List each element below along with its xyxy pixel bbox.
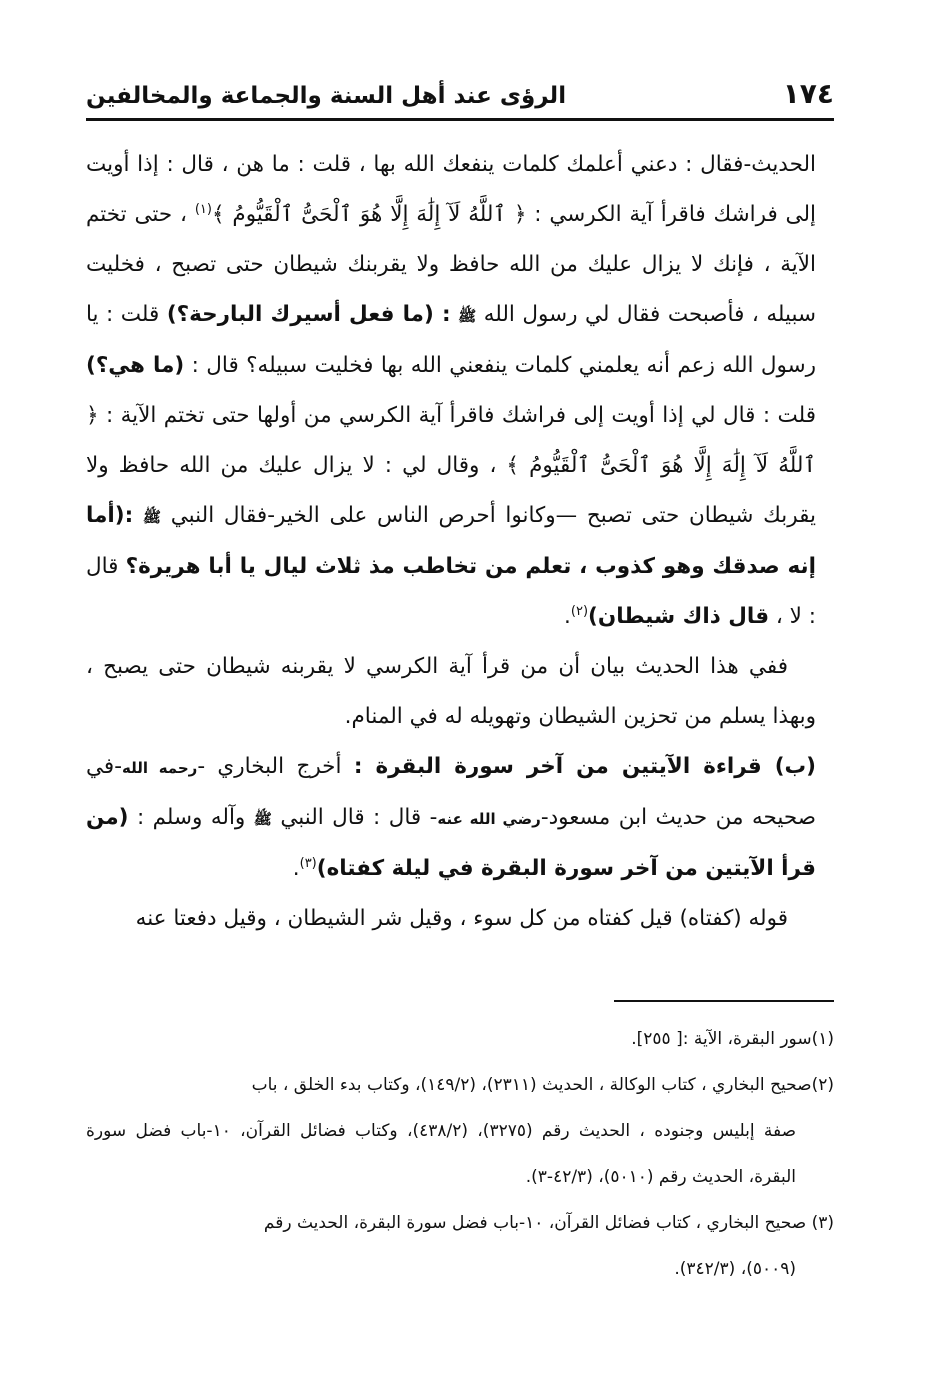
main-text	[86, 140, 816, 944]
page-number: ١٧٤	[782, 77, 834, 110]
text-segment: .	[292, 856, 300, 881]
paragraph-explanation: ففي هذا الحديث بيان أن من قرأ آية الكرسي لا يقربنه شيطان حتى يصبح ، وبهذا يسلم من تحزين الشيطان وتهويله له في المنام.	[86, 654, 816, 729]
salutation-glyph: ﷺ	[253, 810, 272, 828]
footnote-divider	[614, 1000, 834, 1002]
page-header	[86, 72, 834, 116]
bold-quote: : (ما فعل أسيرك البارحة؟)	[166, 302, 451, 327]
footnote-2-continuation: صفة إبليس وجنوده ، الحديث رقم (٣٢٧٥)، (٤٣٨/٢)، وكتاب فضائل القرآن، ١٠-باب فضل سورة البقرة، الحديث رقم (٥٠١٠)، (٤٢/٣-٣).	[86, 1121, 797, 1187]
header-divider	[86, 118, 834, 121]
bold-quote: :(أما إنه صدقك وهو كذوب ، تعلم من تخاطب مذ ثلاث ليال يا أبا هريرة؟	[86, 503, 816, 579]
running-title: الرؤى عند أهل السنة والجماعة والمخالفين	[86, 83, 567, 109]
footnote-3-continuation: (٥٠٠٩)، (٣٤٢/٣).	[674, 1259, 796, 1279]
footnote-ref-1: (١)	[194, 201, 212, 217]
text-segment: قلت : يا رسول الله زعم أنه يعلمني كلمات ينفعني الله بها فخليت سبيله؟ قال :	[86, 302, 816, 378]
text-segment: قال : لا ،	[86, 554, 816, 629]
text-segment: ، حتى تختم الآية ، فإنك لا يزال عليك من الله حافظ ولا يقربنك شيطان حتى تصبح ، فخليت سبيله ، فأصبحت فقال لي رسول الله	[86, 202, 816, 327]
salutation-glyph: رضي الله عنه	[437, 810, 541, 828]
bold-quote: (ما هي؟)	[86, 353, 185, 378]
text-segment: - قال : قال النبي	[280, 805, 438, 830]
text-segment: قلت : قال لي إذا أويت إلى فراشك فاقرأ آية الكرسي من أولها حتى تختم الآية : ﴿ ٱللَّهُ لَآ إِلَٰهَ إِلَّا هُوَ ٱلْحَىُّ ٱلْقَيُّومُ ﴾ ، وقال لي : لا يزال عليك من الله حافظ ولا يقربك شيطان حتى تصبح —وكانوا أحرص الناس على الخير-فقال النبي	[86, 403, 816, 528]
bold-quote: (من قرأ الآيتين من آخر سورة البقرة في ليلة كفتاه)	[86, 805, 816, 881]
salutation-glyph: ﷺ	[142, 508, 162, 526]
text-segment: .	[564, 604, 571, 629]
footnote-3: (٣) صحيح البخاري ، كتاب فضائل القرآن، ١٠-باب فضل سورة البقرة، الحديث رقم	[263, 1213, 834, 1233]
footnote-2: (٢)صحيح البخاري ، كتاب الوكالة ، الحديث (٢٣١١)، (١٤٩/٢)، وكتاب بدء الخلق ، باب	[251, 1075, 834, 1095]
paragraph-section-b	[86, 742, 816, 894]
paragraph-kafatah: قوله (كفتاه) قيل كفتاه من كل سوء ، وقيل شر الشيطان ، وقيل دفعتا عنه	[135, 906, 788, 931]
paragraph-hadith-continuation	[86, 140, 816, 642]
footnote-ref-2: (٢)	[570, 603, 589, 619]
section-heading: (ب) قراءة الآيتين من آخر سورة البقرة :	[353, 754, 816, 779]
salutation-glyph: ﷺ	[458, 307, 477, 325]
text-segment: أخرج البخاري -	[197, 754, 342, 779]
text-segment: الحديث-فقال : دعني أعلمك كلمات ينفعك الله بها ، قلت : ما هن ، قال : إذا أويت إلى فراشك فاقرأ آية الكرسي : ﴿ ٱللَّهُ لَآ إِلَٰهَ إِلَّا هُوَ ٱلْحَىُّ ٱلْقَيُّومُ ﴾	[86, 152, 816, 227]
footnotes	[86, 1016, 834, 1292]
salutation-glyph: رحمه الله	[121, 759, 198, 777]
bold-quote: قال ذاك شيطان)	[588, 604, 770, 629]
footnote-ref-3: (٣)	[299, 855, 317, 871]
footnote-1: (١)سور البقرة، الآية :[ ٢٥٥].	[631, 1029, 834, 1049]
text-segment: -في صحيحه من حديث ابن مسعود-	[86, 754, 816, 830]
text-segment: وآله وسلم :	[136, 805, 246, 830]
